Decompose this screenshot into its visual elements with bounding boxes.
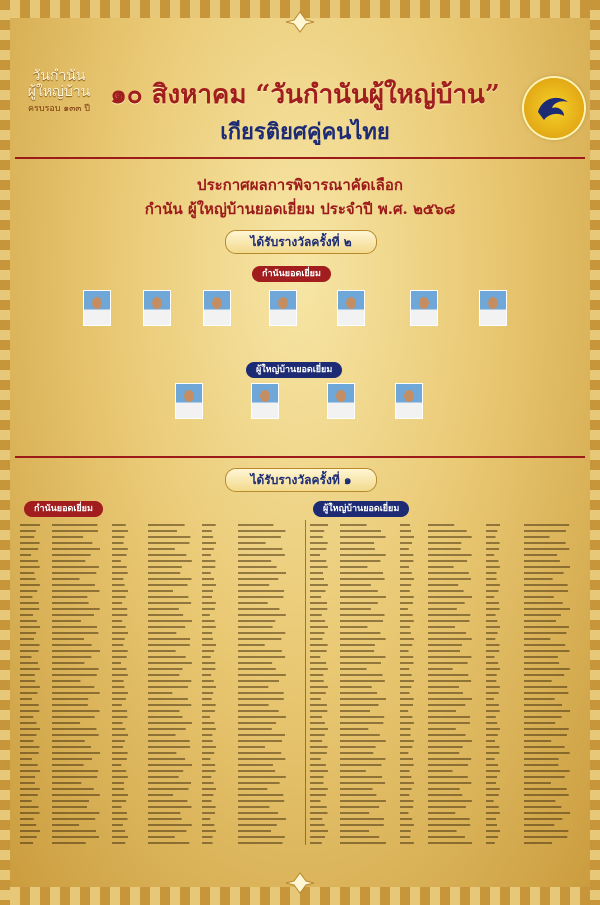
header-rule xyxy=(15,157,585,159)
awardee-photo xyxy=(479,290,507,326)
awardee-photo xyxy=(251,383,279,419)
awardee-photo xyxy=(327,383,355,419)
awardee-kamnan xyxy=(454,290,532,326)
award2-banner: ได้รับรางวัลครั้งที่ ๒ xyxy=(225,230,377,254)
awardee-village-head xyxy=(226,383,304,419)
village-list-lines xyxy=(310,520,580,850)
awardee-photo xyxy=(175,383,203,419)
event-logo xyxy=(18,68,100,152)
awardee-photo xyxy=(83,290,111,326)
awardee-photo xyxy=(269,290,297,326)
awardee-photo xyxy=(337,290,365,326)
department-seal-icon xyxy=(524,78,584,138)
announcement-line1: ประกาศผลการพิจารณาคัดเลือก xyxy=(197,176,403,194)
awardee-village-head xyxy=(370,383,448,419)
kamnan-list-lines xyxy=(20,520,300,850)
award1-lists xyxy=(20,520,580,860)
section-rule xyxy=(15,456,585,458)
logo-small: ครบรอบ ๑๓๓ ปี xyxy=(28,104,90,114)
awardee-village-head xyxy=(150,383,228,419)
logo-line1: วันกำนัน xyxy=(32,68,86,84)
award1-banner: ได้รับรางวัลครั้งที่ ๑ xyxy=(225,468,377,492)
awardee-photo xyxy=(203,290,231,326)
awardee-kamnan xyxy=(312,290,390,326)
awardee-kamnan xyxy=(244,290,322,326)
award2-village-label: ผู้ใหญ่บ้านยอดเยี่ยม xyxy=(246,362,342,378)
announcement-line2: กำนัน ผู้ใหญ่บ้านยอดเยี่ยม ประจำปี พ.ศ. ๒๕๖๘ xyxy=(144,200,456,218)
awardee-photo xyxy=(143,290,171,326)
top-ornament-icon xyxy=(284,10,316,34)
sub-title: เกียรติยศคู่คนไทย xyxy=(220,119,390,145)
village-list xyxy=(310,520,580,850)
header xyxy=(0,62,600,157)
logo-line2: ผู้ใหญ่บ้าน xyxy=(27,84,91,100)
main-title: ๑๐ สิงหาคม “วันกำนันผู้ใหญ่บ้าน” xyxy=(110,80,500,110)
award2-kamnan-label: กำนันยอดเยี่ยม xyxy=(252,266,331,282)
awardee-photo xyxy=(410,290,438,326)
awardee-photo xyxy=(395,383,423,419)
award1-kamnan-label: กำนันยอดเยี่ยม xyxy=(24,501,103,517)
kamnan-list xyxy=(20,520,300,850)
award1-village-label: ผู้ใหญ่บ้านยอดเยี่ยม xyxy=(313,501,409,517)
awardee-village-head xyxy=(302,383,380,419)
bottom-ornament-icon xyxy=(284,871,316,895)
awardee-kamnan xyxy=(385,290,463,326)
